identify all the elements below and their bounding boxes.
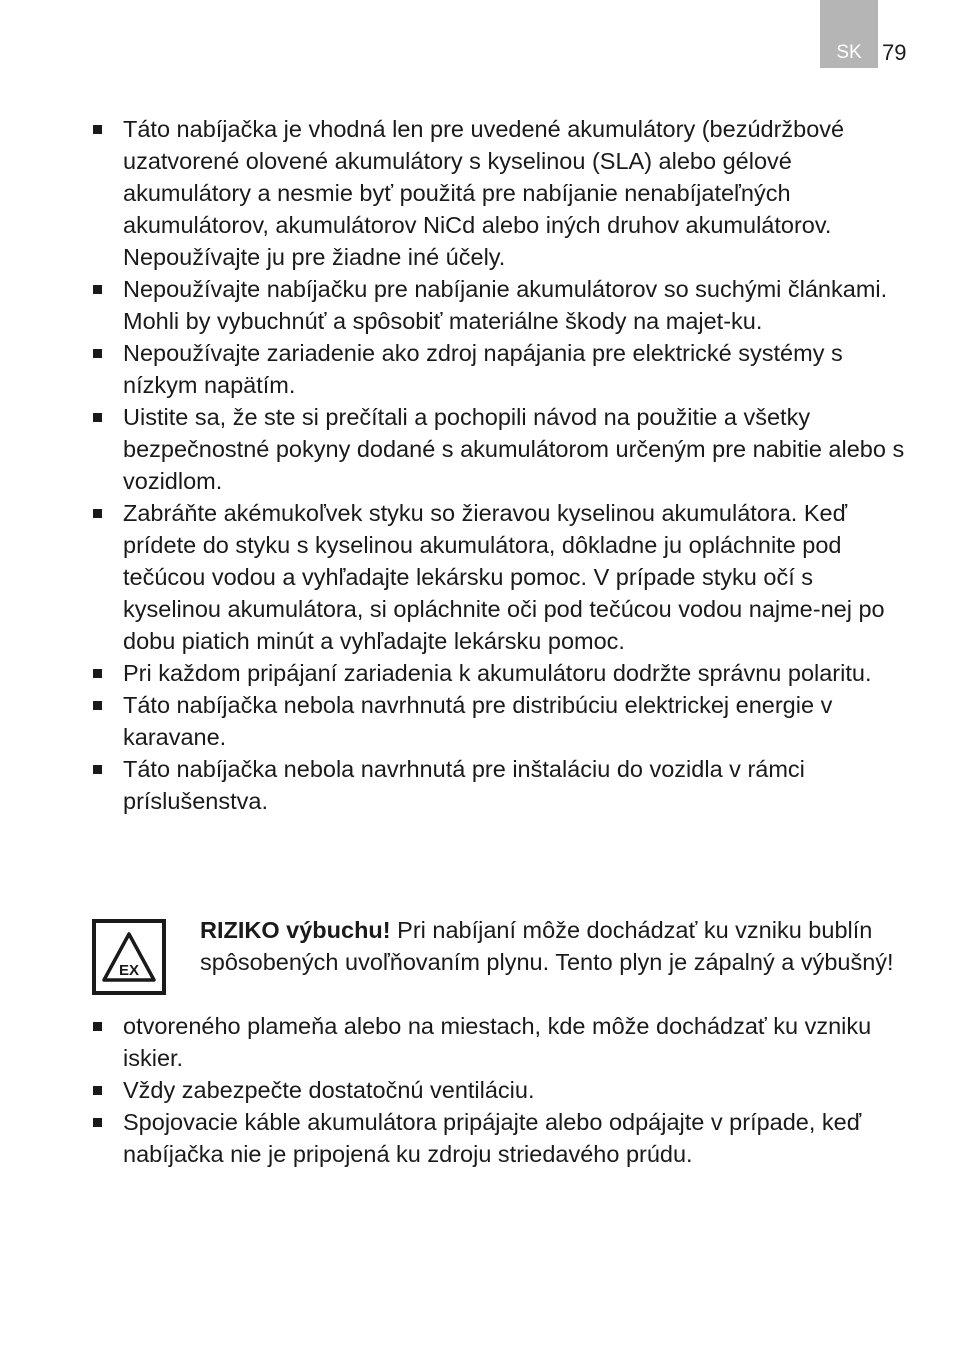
list-item: Pri každom pripájaní zariadenia k akumulátoru dodržte správnu polaritu. (90, 657, 910, 689)
square-bullet-icon (93, 669, 102, 678)
list-item: Nepoužívajte nabíjačku pre nabíjanie akumulátorov so suchými článkami. Mohli by vybuchnúť a spôsobiť materiálne škody na majet-ku. (90, 273, 910, 337)
square-bullet-icon (93, 509, 102, 518)
square-bullet-icon (93, 125, 102, 134)
hazard-label: EX (118, 962, 140, 979)
square-bullet-icon (93, 1022, 102, 1031)
safety-list (90, 113, 910, 817)
warning-text: RIZIKO výbuchu! Pri nabíjaní môže dochádzať ku vzniku bublín spôsobených uvoľňovaním plynu. Tento plyn je zápalný a výbušný! (200, 917, 894, 975)
list-item: Táto nabíjačka nebola navrhnutá pre distribúciu elektrickej energie v karavane. (90, 689, 910, 753)
list-item: Táto nabíjačka je vhodná len pre uvedené akumulátory (bezúdržbové uzatvorené olovené akumulátory s kyselinou (SLA) alebo gélové akumulátory a nesmie byť použitá pre nabíjanie nenabíjateľných akumulátorov, akumulátorov NiCd alebo iných druhov akumulátorov. Nepoužívajte ju pre žiadne iné účely. (90, 113, 910, 273)
square-bullet-icon (93, 285, 102, 294)
page-number: 79 (882, 40, 907, 65)
list-item: otvoreného plameňa alebo na miestach, kde môže dochádzať ku vzniku iskier. (90, 1010, 910, 1074)
square-bullet-icon (93, 413, 102, 422)
explosion-warning (90, 914, 910, 1010)
square-bullet-icon (93, 1118, 102, 1127)
square-bullet-icon (93, 349, 102, 358)
language-tab: SK (820, 0, 878, 68)
explosion-hazard-icon (92, 919, 166, 995)
square-bullet-icon (93, 701, 102, 710)
list-item: Táto nabíjačka nebola navrhnutá pre inštaláciu do vozidla v rámci príslušenstva. (90, 753, 910, 817)
list-item: Spojovacie káble akumulátora pripájajte alebo odpájajte v prípade, keď nabíjačka nie je pripojená ku zdroju striedavého prúdu. (90, 1106, 910, 1170)
ventilation-list (90, 1010, 910, 1170)
square-bullet-icon (93, 1086, 102, 1095)
list-item: Vždy zabezpečte dostatočnú ventiláciu. (90, 1074, 910, 1106)
list-item: Nepoužívajte zariadenie ako zdroj napájania pre elektrické systémy s nízkym napätím. (90, 337, 910, 401)
list-item: Uistite sa, že ste si prečítali a pochopili návod na použitie a všetky bezpečnostné pokyny dodané s akumulátorom určeným pre nabitie alebo s vozidlom. (90, 401, 910, 497)
warning-heading: RIZIKO výbuchu! (200, 917, 391, 943)
square-bullet-icon (93, 765, 102, 774)
list-item: Zabráňte akémukoľvek styku so žieravou kyselinou akumulátora. Keď prídete do styku s kyselinou akumulátora, dôkladne ju opláchnite pod tečúcou vodou a vyhľadajte lekársku pomoc. V prípade styku očí s kyselinou akumulátora, si opláchnite oči pod tečúcou vodou najme-nej po dobu piatich minút a vyhľadajte lekársku pomoc. (90, 497, 910, 657)
